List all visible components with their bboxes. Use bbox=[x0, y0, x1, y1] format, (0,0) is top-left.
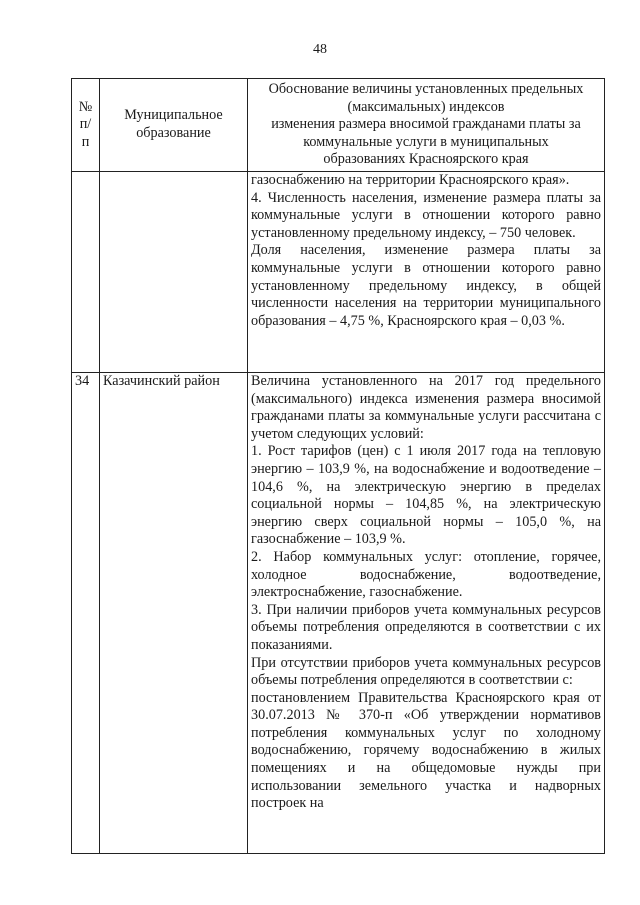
paragraph: 1. Рост тарифов (цен) с 1 июля 2017 года на тепловую энергию – 103,9 %, на водоснабжение и водоотведение – 104,6 %, на электрическую энергию в пределах социальной нормы – 104,85 %, на электрическую энергию сверх социальной нормы – 105,0 %, на газоснабжение – 103,9 %. bbox=[251, 443, 601, 548]
row-municipality-cell bbox=[100, 172, 248, 373]
row-num-cell bbox=[72, 172, 100, 373]
header-justification bbox=[248, 79, 605, 172]
header-municipality-line: Муниципальное bbox=[124, 107, 223, 124]
paragraph: При отсутствии приборов учета коммунальных ресурсов объемы потребления определяются в соответствии с: bbox=[251, 654, 601, 689]
paragraph: 4. Численность населения, изменение размера платы за коммунальные услуги в отношении которого равно установленному предельному индексу, – 750 человек. bbox=[251, 189, 601, 241]
header-num bbox=[72, 79, 100, 172]
paragraph: 2. Набор коммунальных услуг: отопление, горячее, холодное водоснабжение, водоотведение, электроснабжение, газоснабжение. bbox=[251, 548, 601, 601]
index-justification-table bbox=[71, 78, 605, 854]
header-num-line: п/п bbox=[79, 116, 92, 150]
page-number: 48 bbox=[313, 42, 327, 57]
header-municipality bbox=[100, 79, 248, 172]
paragraph: газоснабжению на территории Красноярского края». bbox=[251, 172, 570, 188]
paragraph: Доля населения, изменение размера платы за коммунальные услуги в отношении которого равно установленному предельному индексу, в общей численности населения на территории муниципального образования – 4,75 %, Красноярского края – 0,03 %. bbox=[251, 242, 601, 329]
paragraph: 3. При наличии приборов учета коммунальных ресурсов объемы потребления определяются в соответствии с их показаниями. bbox=[251, 601, 601, 653]
header-justification-line: коммунальные услуги в муниципальных bbox=[303, 133, 549, 150]
header-num-line: № bbox=[78, 98, 93, 115]
header-justification-line: (максимальных) индексов bbox=[347, 98, 505, 115]
paragraph: постановлением Правительства Красноярского края от 30.07.2013 № 370-п «Об утверждении нормативов потребления коммунальных услуг по холодному водоснабжению, горячему водоснабжению в жилых помещениях и на общедомовые нужды при использовании земельного участка и надворных построек на bbox=[251, 689, 601, 812]
header-justification-line: изменения размера вносимой гражданами платы за bbox=[271, 116, 581, 133]
table-row bbox=[72, 373, 605, 854]
header-justification-line: Обоснование величины установленных предельных bbox=[268, 81, 584, 97]
paragraph: Величина установленного на 2017 год предельного (максимального) индекса изменения размера вносимой гражданами платы за коммунальные услуги рассчитана с учетом следующих условий: bbox=[251, 373, 601, 442]
row-municipality-cell: Казачинский район bbox=[100, 373, 248, 854]
row-justification-cell bbox=[248, 373, 605, 854]
table-header-row bbox=[72, 79, 605, 172]
row-num-cell: 34 bbox=[72, 373, 100, 854]
row-justification-cell bbox=[248, 172, 605, 373]
header-justification-line: образованиях Красноярского края bbox=[323, 151, 529, 168]
table-row bbox=[72, 172, 605, 373]
header-municipality-line: образование bbox=[136, 125, 211, 141]
